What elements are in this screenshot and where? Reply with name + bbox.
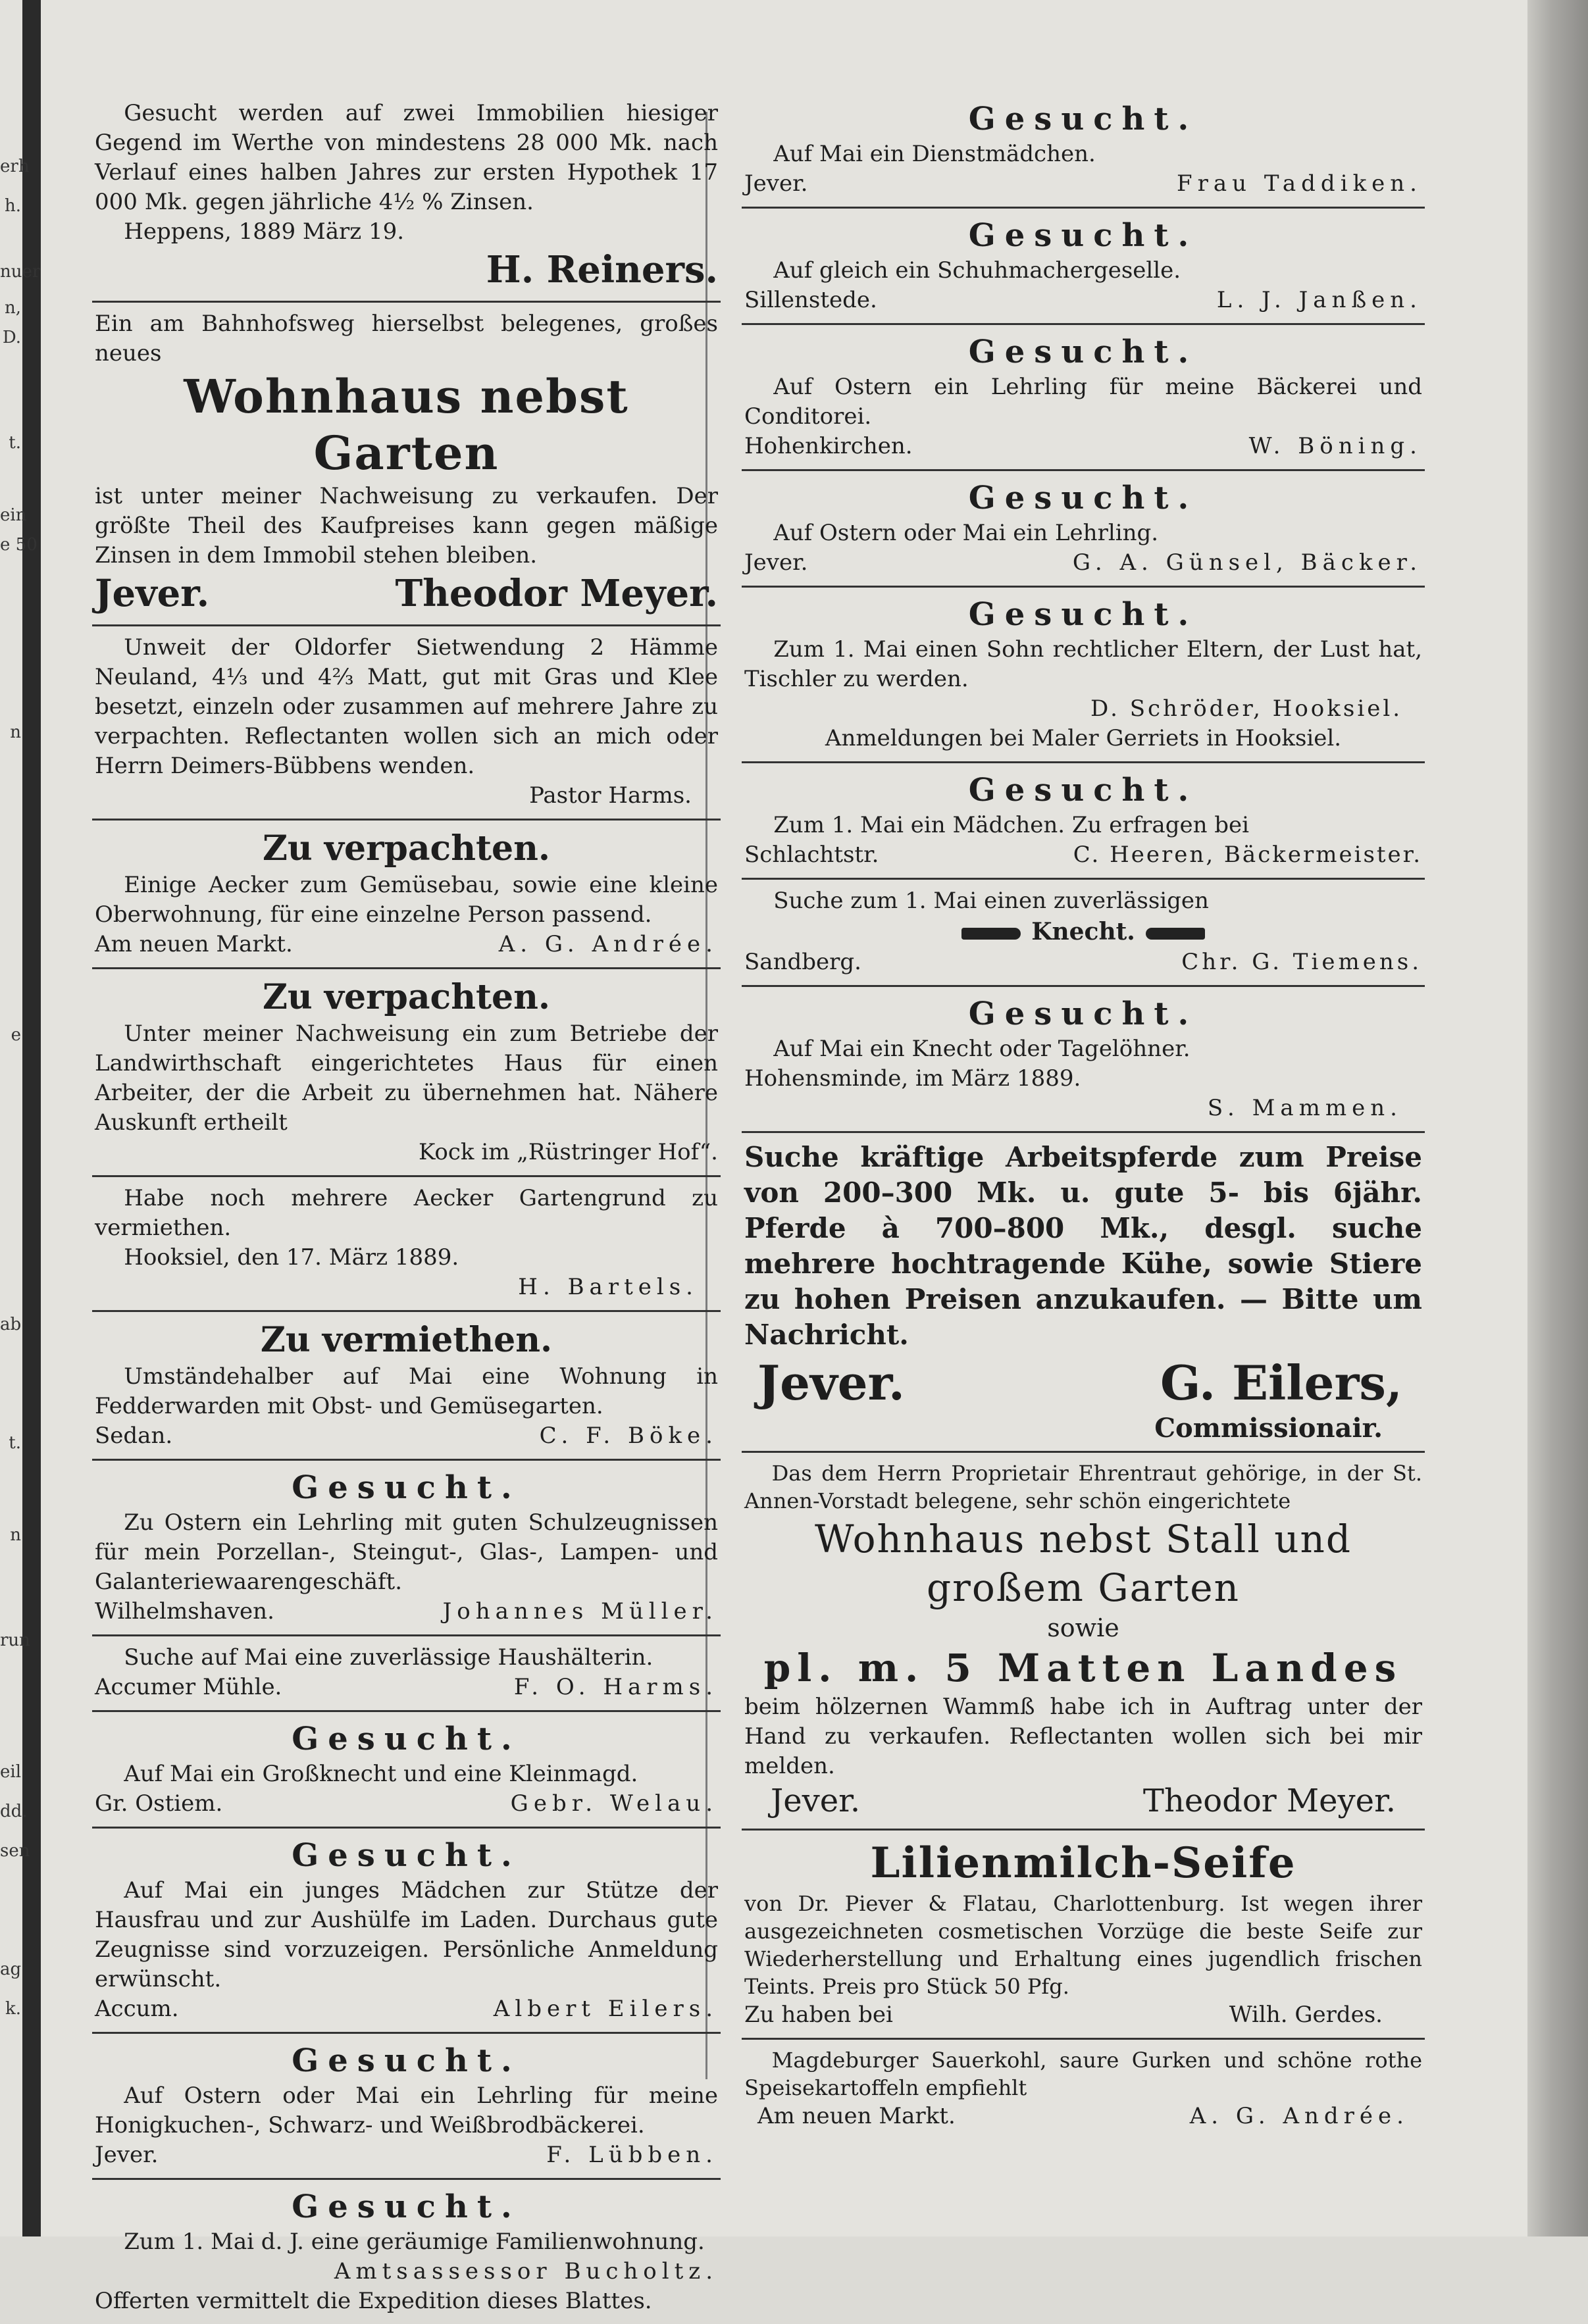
- ad-footer: [744, 432, 1422, 461]
- ad-footer: [95, 2140, 718, 2170]
- gutter-fragment: run: [0, 1630, 30, 1650]
- ad-text: Suche auf Mai eine zuverlässige Haushälterin.: [124, 1644, 653, 1671]
- headline-text: Knecht.: [1031, 918, 1135, 946]
- ad-signature: Gebr. Welau.: [510, 1790, 718, 1817]
- ad-heading: Zu vermiethen.: [260, 1320, 553, 1360]
- ad-footer: [95, 1421, 718, 1451]
- ad-text: Einige Aecker zum Gemüsebau, sowie eine kleine Oberwohnung, für eine einzelne Person passend.: [95, 872, 718, 928]
- ad-place: Gr. Ostiem.: [95, 1790, 223, 1817]
- ad-signature: C. F. Böke.: [539, 1423, 718, 1449]
- gutter-fragment: ein: [0, 505, 27, 525]
- ad-text: Magdeburger Sauerkohl, saure Gurken und schöne rothe Speisekartoffeln empfiehlt: [744, 2048, 1422, 2100]
- ad-footer: [95, 1673, 718, 1702]
- previous-page-gutter: [0, 0, 41, 2236]
- right-column: [742, 92, 1425, 2139]
- ad-heading: Gesucht.: [292, 1469, 521, 1506]
- ad-signature: Amtsassessor Bucholtz.: [334, 2258, 718, 2285]
- gutter-fragment: erh: [0, 157, 30, 176]
- pointing-hand-icon: [961, 928, 1021, 940]
- gutter-fragment: e: [11, 1025, 21, 1045]
- ad-text: Zum 1. Mai ein Mädchen. Zu erfragen bei: [773, 812, 1250, 838]
- ad-footer: [744, 286, 1422, 315]
- ad-signature: L. J. Janßen.: [1216, 287, 1422, 313]
- ad-place: Hohenkirchen.: [744, 433, 913, 459]
- ad-headline: [744, 916, 1422, 947]
- ad-midtext: sowie: [1047, 1613, 1119, 1642]
- ad-footnote: Anmeldungen bei Maler Gerriets in Hooksiel.: [825, 725, 1342, 751]
- ad-place: Sedan.: [95, 1423, 173, 1449]
- ad-tischler: [742, 588, 1425, 763]
- ad-text: Umständehalber auf Mai eine Wohnung in Fedderwarden mit Obst- und Gemüsegarten.: [95, 1363, 718, 1419]
- ad-neuland: [92, 626, 721, 821]
- ad-heading: Gesucht.: [968, 101, 1198, 138]
- ad-footer: [95, 570, 718, 617]
- ad-verpachten-haus: [92, 969, 721, 1177]
- ad-footer: [744, 840, 1422, 870]
- ad-footer: [744, 548, 1422, 578]
- ad-signature: Wilh. Gerdes.: [1229, 2002, 1383, 2028]
- ad-maedchen-schlachtstr: [742, 763, 1425, 880]
- ad-text: Suche zum 1. Mai einen zuverlässigen: [773, 888, 1209, 914]
- ad-text: Auf Ostern ein Lehrling für meine Bäckerei und Conditorei.: [744, 374, 1422, 430]
- ad-lehrling-baecker: [742, 471, 1425, 588]
- ad-maedchen-laden: [92, 1829, 721, 2034]
- ad-place: Hooksiel, den 17. März 1889.: [124, 1244, 459, 1271]
- ad-place: Jever.: [757, 1355, 905, 1411]
- ad-kartoffeln: [742, 2040, 1425, 2139]
- ad-headline: Lilienmilch-Seife: [870, 1838, 1296, 1888]
- ad-signature: C. Heeren, Bäckermeister.: [1073, 842, 1422, 868]
- ad-haushaelterin: [92, 1636, 721, 1712]
- ad-place: Zu haben bei: [744, 2002, 893, 2028]
- ad-text: Suche kräftige Arbeitspferde zum Preise von 200–300 Mk. u. gute 5- bis 6jähr. Pferde à 700–800 Mk., desgl. suche mehrere hochtragende Kühe, sowie Stiere zu hohen Preisen anzukaufen. — Bitte um Nachricht.: [744, 1141, 1422, 1351]
- page-edge-shadow: [1527, 0, 1588, 2236]
- gutter-fragment: h.: [4, 196, 21, 216]
- ad-immobilien: [92, 92, 721, 303]
- ad-heading: Gesucht.: [292, 1837, 521, 1874]
- ad-text: Auf Mai ein Dienstmädchen.: [773, 141, 1096, 167]
- ad-footer: [95, 1994, 718, 2024]
- ad-signature: [95, 247, 718, 293]
- ad-signature: H. Bartels.: [518, 1274, 698, 1300]
- ad-pretext: Ein am Bahnhofsweg hierselbst belegenes, großes neues: [95, 311, 718, 366]
- ad-signature: Frau Taddiken.: [1177, 170, 1422, 197]
- gutter-text-strip: [0, 0, 41, 2236]
- ad-place: Sillenstede.: [744, 287, 877, 313]
- gutter-fragment: dd.: [0, 1802, 28, 1821]
- ad-text: von Dr. Piever & Flatau, Charlottenburg. Ist wegen ihrer ausgezeichneten cosmetischen Vorzüge die beste Seife zur Wiederherstellung und Erhaltung eines jugendlich frischen Teints. Preis pro Stück 50 Pfg.: [744, 1891, 1422, 1999]
- ad-text: Zum 1. Mai d. J. eine geräumige Familienwohnung.: [124, 2229, 705, 2255]
- ad-lehrling-baeckerei: [92, 2034, 721, 2180]
- ad-signature: Johannes Müller.: [442, 1598, 718, 1625]
- ad-signature: F. O. Harms.: [513, 1674, 718, 1700]
- gutter-fragment: sen: [0, 1841, 30, 1861]
- gutter-fragment: t.: [9, 1433, 21, 1453]
- gutter-fragment: D.: [2, 328, 21, 347]
- ad-verpachten-aecker: [92, 821, 721, 969]
- ad-arbeitspferde: [742, 1133, 1425, 1453]
- ad-signature: Albert Eilers.: [493, 1996, 718, 2022]
- ad-footer: [744, 2102, 1422, 2131]
- ad-heading: Zu verpachten.: [262, 828, 551, 869]
- ad-footer: [95, 930, 718, 959]
- ad-text: Unter meiner Nachweisung ein zum Betriebe der Landwirthschaft eingerichtetes Haus für einen Arbeiter, der die Arbeit zu übernehmen hat. Nähere Auskunft ertheilt: [95, 1021, 718, 1136]
- ad-place: Accumer Mühle.: [95, 1674, 282, 1700]
- ad-place: Jever.: [771, 1782, 861, 1819]
- gutter-fragment: n,: [4, 298, 21, 318]
- ad-footer: [744, 1781, 1422, 1821]
- ad-grossknecht: [92, 1712, 721, 1829]
- ad-signature: D. Schröder, Hooksiel.: [1090, 695, 1402, 722]
- ad-place: Jever.: [744, 170, 808, 197]
- pointing-hand-icon: [1146, 928, 1205, 940]
- left-column: [92, 92, 721, 2324]
- ad-text: Auf Mai ein junges Mädchen zur Stütze der Hausfrau und zur Aushülfe im Laden. Durchaus gute Zeugnisse sind vorzuzeigen. Persönliche Anmeldung erwünscht.: [95, 1877, 718, 1992]
- gutter-fragment: k.: [5, 1999, 21, 2019]
- ad-pretext: Das dem Herrn Proprietair Ehrentraut gehörige, in der St. Annen-Vorstadt belegene, sehr schön eingerichtete: [744, 1461, 1422, 1513]
- ad-footer: [95, 1789, 718, 1819]
- ad-headline: Wohnhaus nebst Garten: [184, 369, 629, 480]
- ad-footer: [744, 169, 1422, 199]
- ad-signature-title: Commissionair.: [1154, 1413, 1383, 1444]
- ad-heading: Gesucht.: [968, 772, 1198, 809]
- newspaper-page: [41, 0, 1527, 2314]
- ad-heading: Gesucht.: [968, 996, 1198, 1032]
- ad-signature: A. G. Andrée.: [1189, 2103, 1409, 2129]
- gutter-fragment: n: [10, 1525, 21, 1545]
- ad-tageloehner: [742, 987, 1425, 1133]
- ad-text: Auf Ostern oder Mai ein Lehrling für meine Honigkuchen-, Schwarz- und Weißbrodbäckerei.: [95, 2083, 718, 2138]
- ad-heading: Gesucht.: [968, 480, 1198, 517]
- gutter-fragment: ag: [0, 1959, 22, 1979]
- ad-place: Heppens, 1889 März 19.: [124, 218, 405, 245]
- ad-text: beim hölzernen Wammß habe ich in Auftrag unter der Hand zu verkaufen. Reflectanten wollen sich bei mir melden.: [744, 1694, 1422, 1779]
- ad-wohnhaus-garten: [92, 303, 721, 626]
- gutter-fragment: eil: [0, 1762, 22, 1782]
- ad-footnote: Offerten vermittelt die Expedition dieses Blattes.: [95, 2288, 652, 2314]
- ad-text: Auf Mai ein Knecht oder Tagelöhner.: [773, 1036, 1191, 1062]
- ad-footer: [744, 947, 1422, 977]
- ad-place: Schlachtstr.: [744, 842, 879, 868]
- ad-signature: W. Böning.: [1248, 433, 1422, 459]
- ad-heading: Gesucht.: [292, 2188, 521, 2225]
- ad-text: Habe noch mehrere Aecker Gartengrund zu vermiethen.: [95, 1185, 718, 1241]
- ad-signature: A. G. Andrée.: [498, 931, 718, 957]
- ad-wohnhaus-stall: [742, 1453, 1425, 1831]
- ad-heading: Gesucht.: [968, 596, 1198, 633]
- signature-text: H. Reiners.: [486, 248, 718, 291]
- ad-signature: Theodor Meyer.: [395, 572, 718, 615]
- ad-place: Sandberg.: [744, 949, 861, 975]
- ad-familienwohnung: [92, 2180, 721, 2324]
- ad-place: Am neuen Markt.: [95, 931, 293, 957]
- ad-signature: Pastor Harms.: [529, 782, 692, 809]
- ad-signature: F. Lübben.: [546, 2142, 718, 2168]
- ad-lehrling-conditorei: [742, 325, 1425, 471]
- ad-text: Auf Ostern oder Mai ein Lehrling.: [773, 520, 1159, 546]
- gutter-fragment: e 50: [0, 535, 38, 555]
- ad-place: Wilhelmshaven.: [95, 1598, 274, 1625]
- ad-signature: G. A. Günsel, Bäcker.: [1072, 549, 1422, 576]
- ad-headline: Wohnhaus nebst Stall und großem Garten: [814, 1517, 1352, 1610]
- ad-footer: [744, 2000, 1422, 2030]
- ad-heading: Gesucht.: [292, 2042, 521, 2079]
- ad-place: Am neuen Markt.: [757, 2103, 956, 2129]
- ad-place: Jever.: [95, 2142, 159, 2168]
- ad-place: Jever.: [744, 549, 808, 576]
- ad-text: Zum 1. Mai einen Sohn rechtlicher Eltern, der Lust hat, Tischler zu werden.: [744, 636, 1422, 692]
- ad-signature: G. Eilers,: [1160, 1355, 1402, 1411]
- ad-heading: Zu verpachten.: [262, 977, 551, 1017]
- ad-heading: Gesucht.: [292, 1721, 521, 1757]
- gutter-fragment: t.: [9, 433, 21, 453]
- ad-lehrling-porzellan: [92, 1461, 721, 1636]
- ad-text: Unweit der Oldorfer Sietwendung 2 Hämme Neuland, 4⅓ und 4⅔ Matt, gut mit Gras und Klee besetzt, einzeln oder zusammen auf mehrere Jahre zu verpachten. Reflectanten wollen sich an mich oder Herrn Deimers-Bübbens wenden.: [95, 634, 718, 779]
- ad-text: Zu Ostern ein Lehrling mit guten Schulzeugnissen für mein Porzellan-, Steingut-, Glas-, Lampen- und Galanteriewaarengeschäft.: [95, 1509, 718, 1595]
- ad-signature: Chr. G. Tiemens.: [1181, 949, 1422, 975]
- ad-place: Hohensminde, im März 1889.: [744, 1065, 1081, 1092]
- ad-knecht-sandberg: [742, 880, 1425, 987]
- ad-place: Accum.: [95, 1996, 179, 2022]
- ad-signature: Theodor Meyer.: [1142, 1782, 1396, 1819]
- ad-text: Gesucht werden auf zwei Immobilien hiesiger Gegend im Werthe von mindestens 28 000 Mk. nach Verlauf eines halben Jahres zur ersten Hypothek 17 000 Mk. gegen jährliche 4½ % Zinsen.: [95, 100, 718, 215]
- ad-place: Jever.: [95, 572, 210, 615]
- ad-dienstmaedchen: [742, 92, 1425, 209]
- ad-seife: [742, 1831, 1425, 2040]
- ad-gartengrund: [92, 1177, 721, 1312]
- ad-footer: [744, 1353, 1422, 1413]
- ad-vermiethen: [92, 1312, 721, 1461]
- gutter-fragment: n: [10, 722, 21, 742]
- ad-text: Auf Mai ein Großknecht und eine Kleinmagd.: [124, 1761, 638, 1787]
- ad-schuhmacher: [742, 209, 1425, 325]
- ad-signature: Kock im „Rüstringer Hof“.: [418, 1139, 718, 1165]
- ad-text: Auf gleich ein Schuhmachergeselle.: [773, 257, 1181, 284]
- gutter-fragment: nuer: [0, 262, 41, 282]
- ad-heading: Gesucht.: [968, 334, 1198, 370]
- ad-text: ist unter meiner Nachweisung zu verkaufen. Der größte Theil des Kaufpreises kann gegen mäßige Zinsen in dem Immobil stehen bleiben.: [95, 483, 718, 568]
- gutter-fragment: ab: [0, 1315, 22, 1334]
- ad-footer: [95, 1597, 718, 1627]
- ad-signature: S. Mammen.: [1207, 1095, 1402, 1121]
- ad-heading: Gesucht.: [968, 217, 1198, 254]
- ad-headline-2: pl. m. 5 Matten Landes: [763, 1646, 1403, 1690]
